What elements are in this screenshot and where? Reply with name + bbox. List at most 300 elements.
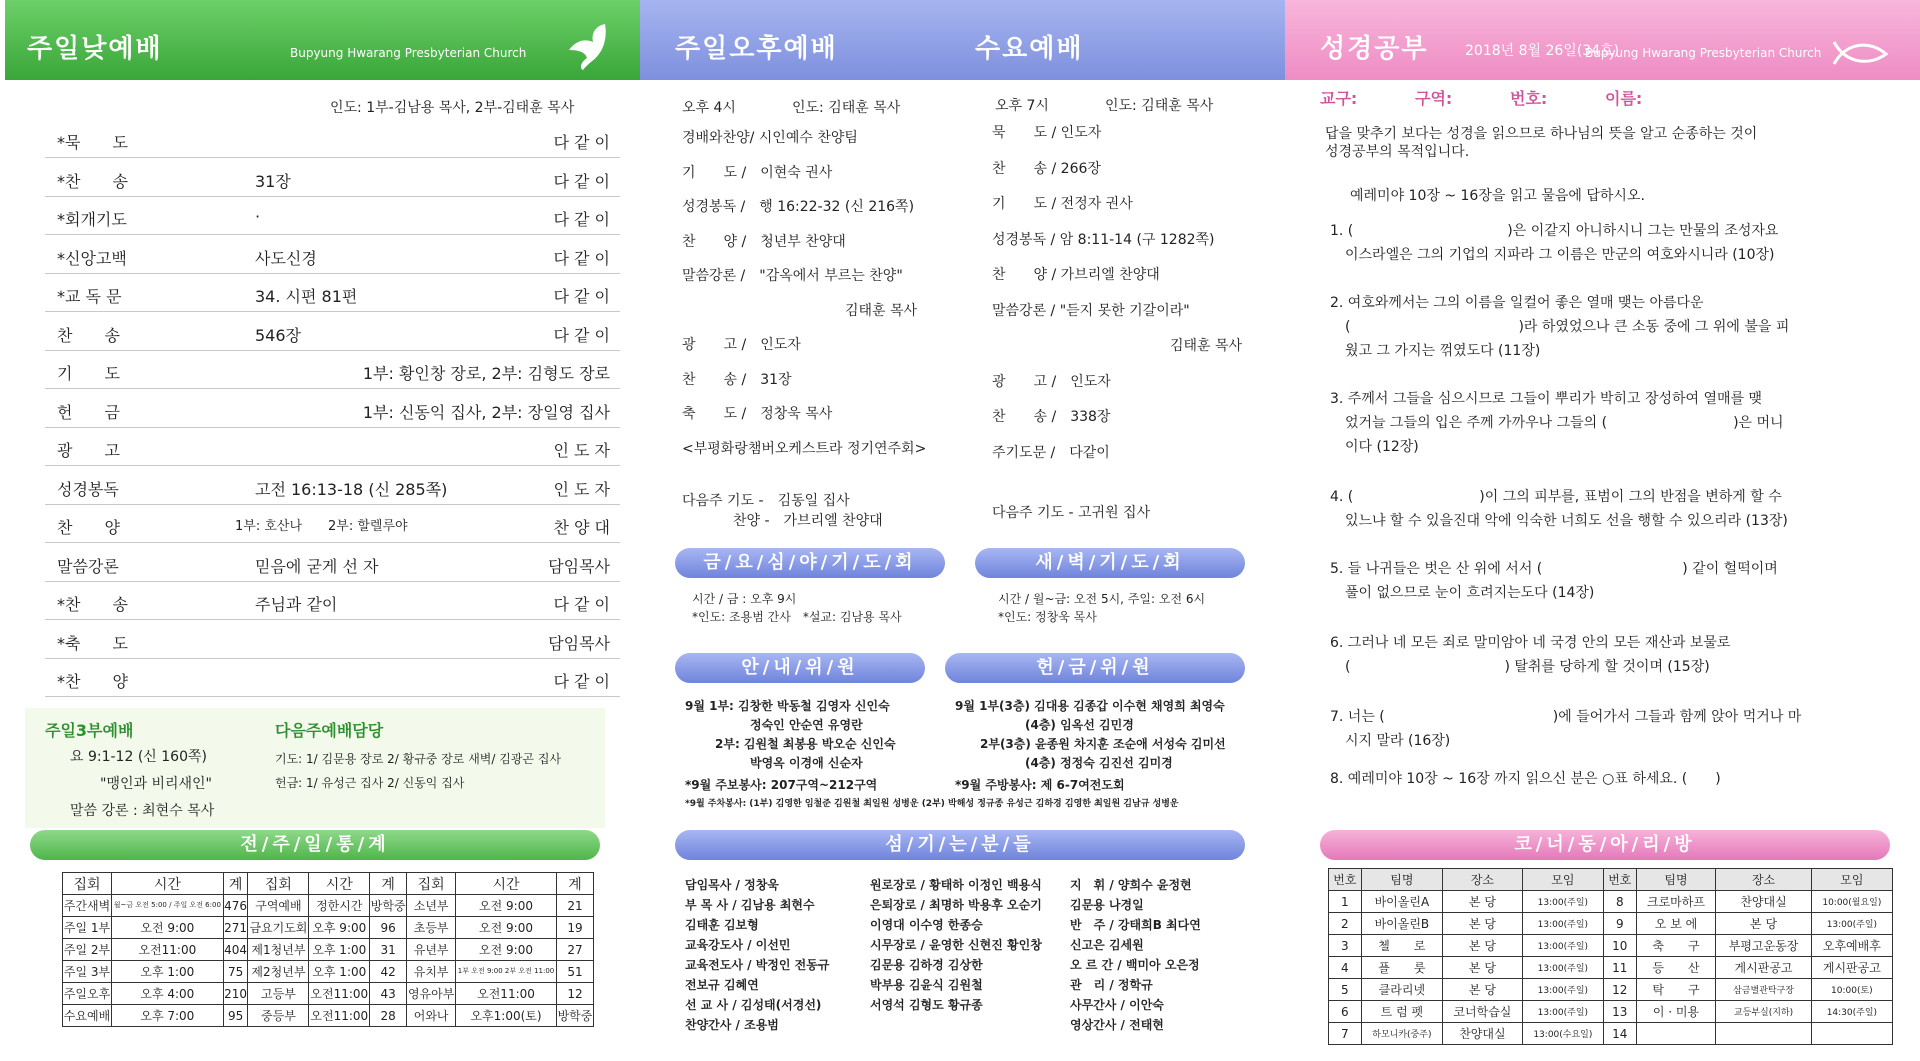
order-row — [45, 390, 620, 428]
club-cell: 플 룻 — [1361, 957, 1442, 979]
stats-row — [63, 983, 594, 1005]
club-cell: 13:00(주일) — [1522, 957, 1603, 979]
order-content: 546장 — [255, 325, 301, 345]
club-cell: 7 — [1329, 1023, 1362, 1045]
bible-study-column — [1285, 0, 1920, 1061]
serving-line: 김문용 김하경 김상한 — [870, 958, 983, 972]
stats-cell: 제1청년부 — [248, 939, 309, 961]
club-cell: 14 — [1603, 1023, 1636, 1045]
bible-study-title: 성경공부 — [1320, 34, 1429, 64]
serving-line: 관 리 / 정학규 — [1070, 978, 1153, 992]
question-line: 1. ( )은 이같지 아니하시니 그는 만물의 조성자요 — [1330, 223, 1779, 239]
order-item: *찬 송 — [57, 171, 128, 191]
club-cell: 3 — [1329, 935, 1362, 957]
stats-header: 시간 — [111, 873, 223, 895]
parking-service: *9월 주차봉사: (1부) 김영한 임철준 김원철 최일원 성병운 (2부) 박해성 정규종 유성근 김하경 김영한 최일원 김남규 성병운 — [685, 799, 1179, 809]
next-week-prayer: 기도: 1/ 김문용 장로 2/ 황규중 장로 새벽/ 김광곤 집사 — [275, 752, 562, 766]
club-cell: 6 — [1329, 1001, 1362, 1023]
wed-line: 광 고 / 인도자 — [992, 373, 1111, 390]
question-line: 이스라엘은 그의 기업의 지파라 그 이름은 만군의 여호와시니라 (10장) — [1345, 247, 1775, 263]
sunday-pm-time: 오후 4시 — [682, 100, 736, 116]
serving-line: 박부용 김윤식 김원철 — [870, 978, 983, 992]
guide-line-4: 박영옥 이경애 신순자 — [750, 756, 863, 770]
club-header: 장소 — [1443, 869, 1523, 891]
stats-cell: 월~금 오전 5:00 / 주일 오전 6:00 — [111, 895, 223, 917]
club-cell: 13:00(주일) — [1522, 913, 1603, 935]
guide-line-3: 2부: 김원철 최봉용 박오순 신인숙 — [715, 737, 896, 751]
stats-cell: 금요기도회 — [248, 917, 309, 939]
club-cell: 14:30(주일) — [1811, 1001, 1892, 1023]
stats-cell: 43 — [370, 983, 407, 1005]
afternoon-title: 주일오후예배 — [675, 34, 838, 64]
question-line: ( )라 하였었으나 큰 소동 중에 그 위에 불을 피 — [1345, 319, 1790, 335]
stats-header: 집회 — [248, 873, 309, 895]
stats-cell: 오전 9:00 — [456, 895, 557, 917]
bible-study-header — [1285, 0, 1920, 80]
guide-line-1: 9월 1부: 김창한 박동철 김영자 신인숙 — [685, 699, 890, 713]
sunday-title: 주일낮예배 — [27, 34, 163, 64]
offering-line-2: (4층) 임옥선 김민경 — [1025, 718, 1134, 732]
club-cell: 하모니카(중주) — [1361, 1023, 1442, 1045]
stats-cell: 75 — [223, 961, 248, 983]
order-item: *회개기도 — [57, 210, 127, 229]
club-row — [1329, 1001, 1893, 1023]
stats-cell: 오후 4:00 — [111, 983, 223, 1005]
serving-line: 선 교 사 / 김성태(서경선) — [685, 998, 822, 1012]
club-cell: 13 — [1603, 1001, 1636, 1023]
serving-line: 시무장로 / 윤영한 신현진 황인창 — [870, 938, 1042, 952]
order-item: 찬 양 — [57, 518, 120, 537]
club-cell — [1716, 1023, 1811, 1045]
serving-line: 사무간사 / 이안숙 — [1070, 998, 1164, 1012]
order-row — [45, 274, 620, 312]
order-item: 기 도 — [57, 364, 120, 383]
serving-line: 전보규 김혜연 — [685, 978, 759, 992]
sunday-pm-line: 찬 송 / 31장 — [682, 371, 792, 388]
sunday-worship-column — [0, 0, 640, 1061]
club-cell: 오후예배후 — [1811, 935, 1892, 957]
order-leader: 다 같 이 — [553, 133, 610, 152]
club-cell: 11 — [1603, 957, 1636, 979]
stats-cell: 19 — [556, 917, 593, 939]
info-field: 교구: — [1320, 89, 1358, 108]
dawn-time: 시간 / 월~금: 오전 5시, 주일: 오전 6시 — [998, 592, 1206, 606]
club-cell: 첼 로 — [1361, 935, 1442, 957]
serving-line: 담임목사 / 정창욱 — [685, 878, 779, 892]
leaders-line: 인도: 1부-김남용 목사, 2부-김태훈 목사 — [330, 100, 575, 116]
serving-line: 오 르 간 / 백미아 오은정 — [1070, 958, 1200, 972]
order-row — [45, 582, 620, 620]
club-cell: 본 당 — [1443, 935, 1523, 957]
question-line: 3. 주께서 그들을 심으시므로 그들이 뿌리가 박히고 장성하여 열매를 맺 — [1330, 391, 1763, 407]
stats-cell: 27 — [556, 939, 593, 961]
question-line: 이다 (12장) — [1345, 439, 1419, 455]
wed-line: 기 도 / 전정자 권사 — [992, 196, 1133, 212]
stats-cell: 210 — [223, 983, 248, 1005]
order-row — [45, 659, 620, 697]
question-line: 풀이 없으므로 눈이 흐려지는도다 (14장) — [1345, 585, 1595, 601]
club-cell: 본 당 — [1443, 891, 1523, 913]
club-cell: 본 당 — [1443, 957, 1523, 979]
offering-line-3: 2부(3층) 윤종원 차지훈 조순애 서성숙 김미선 — [980, 737, 1226, 751]
stats-cell: 유치부 — [407, 961, 456, 983]
stats-cell: 수요예배 — [63, 1005, 112, 1027]
offering-kitchen: *9월 주방봉사: 제 6-7여전도회 — [955, 778, 1125, 792]
stats-cell: 제2청년부 — [248, 961, 309, 983]
club-header: 모임 — [1811, 869, 1892, 891]
third-service-title: 주일3부예배 — [45, 721, 134, 740]
order-content: 사도신경 — [255, 248, 317, 268]
club-cell: 5 — [1329, 979, 1362, 1001]
order-leader: 담임목사 — [548, 556, 610, 576]
club-header: 팀명 — [1361, 869, 1442, 891]
stats-cell: 404 — [223, 939, 248, 961]
order-leader: 다 같 이 — [553, 171, 610, 191]
stats-cell: 구역예배 — [248, 895, 309, 917]
stats-cell: 1부 오전 9:00 2부 오전 11:00 — [456, 961, 557, 983]
club-cell: 13:00(주일) — [1811, 913, 1892, 935]
wed-next-prayer: 다음주 기도 - 고귀원 집사 — [992, 505, 1151, 521]
serving-title: 섬/기/는/분/들 — [675, 830, 1245, 860]
dawn-prayer-title: 새/벽/기/도/회 — [975, 548, 1245, 578]
dawn-leader: *인도: 정창욱 목사 — [998, 610, 1097, 624]
club-cell: 게시판공고 — [1716, 957, 1811, 979]
club-row — [1329, 1023, 1893, 1045]
stats-cell: 271 — [223, 917, 248, 939]
order-leader: 다 같 이 — [553, 287, 610, 306]
wed-line: 찬 송 / 266장 — [992, 160, 1101, 177]
order-leader: 다 같 이 — [553, 248, 610, 268]
sunday-pm-line: 기 도 / 이현숙 권사 — [682, 164, 833, 181]
stats-cell: 소년부 — [407, 895, 456, 917]
wed-line: 찬 송 / 338장 — [992, 409, 1111, 425]
stats-cell: 오전11:00 — [309, 983, 370, 1005]
stats-cell: 오전 9:00 — [111, 917, 223, 939]
stats-cell: 96 — [370, 917, 407, 939]
club-cell: 이 · 미용 — [1636, 1001, 1716, 1023]
club-cell: 본 당 — [1716, 913, 1811, 935]
club-cell: 게시판공고 — [1811, 957, 1892, 979]
ichthys-fish-icon — [1830, 38, 1890, 68]
question-line: 7. 너는 ( )에 들어가서 그들과 함께 앉아 먹거나 마 — [1330, 709, 1802, 725]
stats-cell: 오후 9:00 — [309, 917, 370, 939]
stats-cell: 오후 1:00 — [309, 961, 370, 983]
order-row — [45, 313, 620, 351]
third-service-preacher: 말씀 강론 : 최현수 목사 — [70, 803, 215, 819]
order-item: 성경봉독 — [57, 479, 119, 499]
club-cell: 10:00(토) — [1811, 979, 1892, 1001]
order-item: 말씀강론 — [57, 556, 119, 576]
next-week-title: 다음주예배담당 — [275, 721, 384, 740]
question-line: 6. 그러나 네 모든 죄로 말미암아 네 국경 안의 모든 재산과 보물로 — [1330, 635, 1731, 651]
offering-committee-title: 헌/금/위/원 — [945, 653, 1245, 683]
bulletin-date: 2018년 8월 26일(34호) — [1465, 43, 1620, 59]
order-item: *교 독 문 — [57, 287, 122, 306]
wed-line: 찬 양 / 가브리엘 찬양대 — [992, 267, 1160, 283]
friday-time: 시간 / 금 : 오후 9시 — [692, 592, 797, 606]
stats-cell: 영유아부 — [407, 983, 456, 1005]
guide-bulletin: *9월 주보봉사: 207구역~212구역 — [685, 778, 878, 792]
order-content: 34. 시편 81편 — [255, 287, 358, 306]
sunday-pm-line: <부평화랑챔버오케스트라 정기연주회> — [682, 440, 927, 457]
question-line: ( ) 탈취를 당하게 할 것이며 (15장) — [1345, 659, 1710, 675]
stats-cell: 12 — [556, 983, 593, 1005]
stats-cell: 유년부 — [407, 939, 456, 961]
stats-cell: 주간새벽 — [63, 895, 112, 917]
club-cell: 12 — [1603, 979, 1636, 1001]
order-item: 헌 금 — [57, 402, 120, 422]
order-row — [45, 544, 620, 582]
serving-line: 김문용 나경일 — [1070, 898, 1144, 912]
club-row — [1329, 913, 1893, 935]
order-content: 믿음에 굳게 선 자 — [255, 556, 379, 576]
wed-line: 주기도문 / 다같이 — [992, 444, 1110, 461]
club-cell: 클라리넷 — [1361, 979, 1442, 1001]
afternoon-wednesday-column — [640, 0, 1285, 1061]
third-service-sermon-title: "맹인과 비리새인" — [100, 776, 212, 792]
order-leader: 담임목사 — [548, 633, 610, 653]
order-row — [45, 621, 620, 659]
club-cell: 13:00(주일) — [1522, 935, 1603, 957]
club-cell: 바이올린A — [1361, 891, 1442, 913]
offering-line-1: 9월 1부(3층) 김대용 김종갑 이수현 채영희 최영숙 — [955, 699, 1225, 713]
serving-line: 부 목 사 / 김남용 최현수 — [685, 898, 815, 912]
question-line: 웠고 그 가지는 꺾였도다 (11장) — [1345, 343, 1541, 359]
serving-line: 지 휘 / 양희수 윤정현 — [1070, 878, 1192, 892]
club-cell: 탁 구 — [1636, 979, 1716, 1001]
club-cell: 본 당 — [1443, 913, 1523, 935]
next-week-offering: 헌금: 1/ 유성근 집사 2/ 신동익 집사 — [275, 776, 465, 790]
stats-cell: 오후 7:00 — [111, 1005, 223, 1027]
order-row — [45, 428, 620, 466]
stats-row — [63, 939, 594, 961]
club-cell: 찬양대실 — [1443, 1023, 1523, 1045]
order-row — [45, 505, 620, 543]
club-title: 코/너/동/아/리/방 — [1320, 830, 1890, 860]
club-cell: 8 — [1603, 891, 1636, 913]
serving-line: 원로장로 / 황태하 이정인 백용식 — [870, 878, 1042, 892]
club-cell: 13:00(주일) — [1522, 891, 1603, 913]
wed-leader: 인도: 김태훈 목사 — [1105, 98, 1214, 114]
instruction: 예레미야 10장 ~ 16장을 읽고 물음에 답하시오. — [1350, 188, 1645, 204]
stats-cell: 오전 9:00 — [456, 939, 557, 961]
info-field: 구역: — [1415, 89, 1453, 108]
stats-cell: 어와나 — [407, 1005, 456, 1027]
order-leader: 다 같 이 — [553, 672, 610, 691]
question-line: 시지 말라 (16장) — [1345, 733, 1451, 749]
third-service-box — [25, 708, 605, 828]
order-item: *신앙고백 — [57, 248, 127, 268]
sunday-pm-line: 광 고 / 인도자 — [682, 337, 801, 353]
serving-line: 찬양간사 / 조용범 — [685, 1018, 779, 1032]
attendance-table — [62, 872, 594, 1027]
stats-cell: 중등부 — [248, 1005, 309, 1027]
stats-cell: 주일오후 — [63, 983, 112, 1005]
sunday-pm-next-praise: 찬양 - 가브리엘 찬양대 — [733, 513, 883, 529]
wed-line: 묵 도 / 인도자 — [992, 125, 1102, 141]
club-cell: 등 산 — [1636, 957, 1716, 979]
stats-header: 계 — [223, 873, 248, 895]
order-leader: 인 도 자 — [553, 479, 610, 499]
order-leader: 다 같 이 — [553, 210, 610, 229]
club-cell: 트 럼 펫 — [1361, 1001, 1442, 1023]
order-item: *찬 송 — [57, 595, 128, 614]
info-field: 이름: — [1605, 89, 1643, 108]
serving-line: 은퇴장로 / 최명하 박용후 오순기 — [870, 898, 1042, 912]
club-cell: 13:00(수요일) — [1522, 1023, 1603, 1045]
club-cell: 10:00(월요일) — [1811, 891, 1892, 913]
sunday-pm-line: 말씀강론 / "감옥에서 부르는 찬양" — [682, 268, 903, 284]
stats-header: 계 — [370, 873, 407, 895]
stats-cell: 방학중 — [556, 1005, 593, 1027]
order-content: · — [255, 207, 261, 226]
info-field: 번호: — [1510, 89, 1548, 108]
club-row — [1329, 891, 1893, 913]
sunday-pm-leader: 인도: 김태훈 목사 — [792, 100, 901, 116]
club-cell: 10 — [1603, 935, 1636, 957]
wed-time: 오후 7시 — [995, 98, 1049, 114]
stats-cell: 21 — [556, 895, 593, 917]
order-leader: 1부: 황인창 장로, 2부: 김형도 장로 — [362, 364, 610, 383]
order-row — [45, 197, 620, 235]
serving-line: 김태훈 김보형 — [685, 918, 759, 932]
stats-cell: 오전11:00 — [456, 983, 557, 1005]
order-leader: 인 도 자 — [553, 441, 610, 460]
serving-line: 영상간사 / 전태현 — [1070, 1018, 1164, 1032]
stats-cell: 주일 3부 — [63, 961, 112, 983]
church-name-2: Bupyung Hwarang Presbyterian Church — [1585, 46, 1822, 60]
afternoon-header — [640, 0, 1285, 80]
order-row — [45, 351, 620, 389]
stats-cell: 오전11:00 — [111, 939, 223, 961]
club-cell: 13:00(주일) — [1522, 1001, 1603, 1023]
serving-line: 교육전도사 / 박정인 전동규 — [685, 958, 830, 972]
club-cell: 오 보 에 — [1636, 913, 1716, 935]
dove-icon — [565, 20, 613, 72]
club-row — [1329, 979, 1893, 1001]
stats-cell: 28 — [370, 1005, 407, 1027]
order-leader: 찬 양 대 — [553, 518, 610, 537]
sunday-pm-line: 김태훈 목사 — [845, 302, 918, 319]
club-cell: 2 — [1329, 913, 1362, 935]
stats-header: 계 — [556, 873, 593, 895]
stats-header: 시간 — [456, 873, 557, 895]
stats-cell: 주일 2부 — [63, 939, 112, 961]
club-cell: 13:00(주일) — [1522, 979, 1603, 1001]
club-cell: 축 구 — [1636, 935, 1716, 957]
stats-cell: 42 — [370, 961, 407, 983]
stats-cell: 주일 1부 — [63, 917, 112, 939]
stats-cell: 31 — [370, 939, 407, 961]
club-cell: 9 — [1603, 913, 1636, 935]
order-content: 고전 16:13-18 (신 285쪽) — [255, 479, 448, 499]
serving-line: 신고은 김세원 — [1070, 938, 1144, 952]
order-row — [45, 159, 620, 197]
guide-line-2: 정숙인 안순연 유영란 — [750, 718, 863, 732]
church-name: Bupyung Hwarang Presbyterian Church — [290, 46, 527, 60]
stats-title: 전/주/일/통/계 — [30, 830, 600, 860]
order-content: 주님과 같이 — [255, 595, 338, 614]
stats-cell: 오전11:00 — [309, 1005, 370, 1027]
question-line: 2. 여호와께서는 그의 이름을 일컬어 좋은 열매 맺는 아름다운 — [1330, 295, 1704, 311]
order-row — [45, 236, 620, 274]
serving-line: 반 주 / 강태희B 최다연 — [1070, 918, 1201, 932]
wednesday-title: 수요예배 — [975, 34, 1084, 64]
sunday-pm-line: 축 도 / 정창욱 목사 — [682, 406, 833, 422]
order-leader: 1부: 신동익 집사, 2부: 장일영 집사 — [362, 402, 610, 422]
order-row — [45, 120, 620, 158]
stats-header: 집회 — [63, 873, 112, 895]
wed-line: 말씀강론 / "듣지 못한 기갈이라" — [992, 302, 1190, 319]
stats-header: 집회 — [407, 873, 456, 895]
stats-cell: 51 — [556, 961, 593, 983]
stats-cell: 오후 1:00 — [111, 961, 223, 983]
club-cell: 찬양대실 — [1716, 891, 1811, 913]
stats-cell: 오후1:00(토) — [456, 1005, 557, 1027]
order-item: 광 고 — [57, 441, 120, 460]
third-service-passage: 요 9:1-12 (신 160쪽) — [70, 749, 207, 765]
club-header: 번호 — [1329, 869, 1362, 891]
question-line: 4. ( )이 그의 피부를, 표범이 그의 반점을 변하게 할 수 — [1330, 489, 1782, 505]
stats-row — [63, 917, 594, 939]
stats-cell: 고등부 — [248, 983, 309, 1005]
serving-line: 이영대 이수영 한종승 — [870, 918, 983, 932]
order-item: *묵 도 — [57, 133, 128, 152]
club-header: 모임 — [1522, 869, 1603, 891]
stats-row — [63, 1005, 594, 1027]
stats-cell: 방학중 — [370, 895, 407, 917]
order-item: 찬 송 — [57, 325, 120, 345]
question-line: 8. 예레미야 10장 ~ 16장 까지 읽으신 분은 ○표 하세요. ( ) — [1330, 771, 1721, 787]
wed-line: 성경봉독 / 암 8:11-14 (구 1282쪽) — [992, 231, 1215, 248]
club-cell: 4 — [1329, 957, 1362, 979]
stats-cell: 95 — [223, 1005, 248, 1027]
sunday-pm-line: 성경봉독 / 행 16:22-32 (신 216쪽) — [682, 199, 915, 215]
wed-line: 김태훈 목사 — [1170, 338, 1243, 354]
stats-row — [63, 895, 594, 917]
stats-cell: 정한시간 — [309, 895, 370, 917]
club-header: 장소 — [1716, 869, 1811, 891]
offering-line-4: (4층) 정정숙 김진선 김미경 — [1025, 756, 1173, 770]
stats-header: 시간 — [309, 873, 370, 895]
club-header: 팀명 — [1636, 869, 1716, 891]
club-cell: 크로마하프 — [1636, 891, 1716, 913]
club-cell: 코너학습실 — [1443, 1001, 1523, 1023]
club-header: 번호 — [1603, 869, 1636, 891]
sunday-pm-line: 찬 양 / 청년부 찬양대 — [682, 233, 846, 250]
question-line: 었거늘 그들의 입은 주께 가까우나 그들의 ( )은 머니 — [1345, 415, 1784, 431]
club-cell: 본 당 — [1443, 979, 1523, 1001]
intro-line-1: 답을 맞추기 보다는 성경을 읽으므로 하나님의 뜻을 알고 순종하는 것이 — [1325, 126, 1758, 142]
club-row — [1329, 957, 1893, 979]
club-table — [1328, 868, 1893, 1045]
intro-line-2: 성경공부의 목적입니다. — [1325, 144, 1470, 160]
stats-cell: 초등부 — [407, 917, 456, 939]
club-cell: 1 — [1329, 891, 1362, 913]
club-cell: 바이올린B — [1361, 913, 1442, 935]
club-cell — [1811, 1023, 1892, 1045]
friday-prayer-title: 금/요/심/야/기/도/회 — [675, 548, 945, 578]
order-item: *찬 양 — [57, 672, 128, 691]
order-content: 31장 — [255, 171, 291, 191]
serving-line: 서영석 김형도 황규종 — [870, 998, 983, 1012]
order-content: 1부: 호산나 2부: 할렐루야 — [235, 519, 408, 534]
question-line: 5. 들 나귀들은 벗은 산 위에 서서 ( ) 같이 헐떡이며 — [1330, 561, 1778, 577]
sunday-pm-line: 경배와찬양/ 시인예수 찬양팀 — [682, 130, 858, 146]
sunday-header — [5, 0, 640, 80]
club-cell — [1636, 1023, 1716, 1045]
stats-cell: 오전 9:00 — [456, 917, 557, 939]
